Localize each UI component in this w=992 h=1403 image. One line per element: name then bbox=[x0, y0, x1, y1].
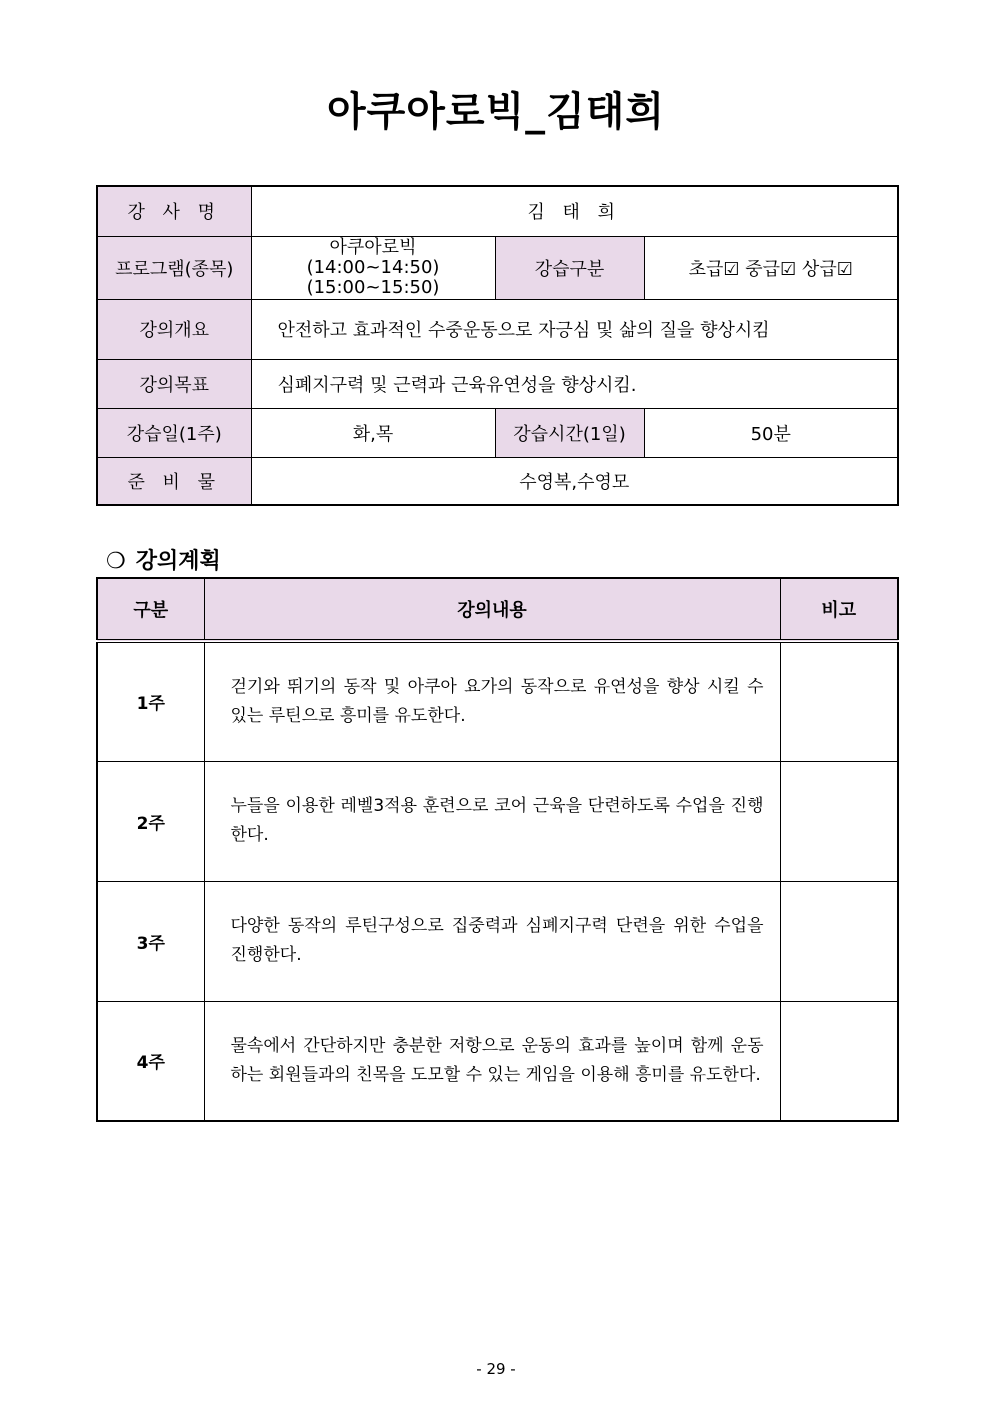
week-note bbox=[780, 761, 898, 881]
course-info-table bbox=[96, 185, 899, 506]
goal-label: 강의목표 bbox=[97, 359, 251, 408]
document-title: 아쿠아로빅_김태희 bbox=[326, 89, 666, 135]
program-label: 프로그램(종목) bbox=[97, 236, 251, 299]
week-label: 3주 bbox=[97, 881, 204, 1001]
header-week: 구분 bbox=[97, 578, 204, 641]
week-note bbox=[780, 1001, 898, 1121]
section-heading bbox=[106, 544, 221, 575]
week-label: 4주 bbox=[97, 1001, 204, 1121]
instructor-label: 강 사 명 bbox=[97, 186, 251, 236]
instructor-value: 김 태 희 bbox=[251, 186, 898, 236]
level-value: 초급☑ 중급☑ 상급☑ bbox=[644, 236, 898, 299]
duration-label: 강습시간(1일) bbox=[495, 408, 644, 457]
table-row bbox=[97, 881, 898, 1001]
days-value: 화,목 bbox=[251, 408, 495, 457]
table-row bbox=[97, 1001, 898, 1121]
week-content: 걷기와 뛰기의 동작 및 아쿠아 요가의 동작으로 유연성을 향상 시킬 수 있는 루틴으로 흥미를 유도한다. bbox=[204, 641, 780, 761]
program-time-2: (15:00~15:50) bbox=[306, 276, 440, 298]
week-label: 1주 bbox=[97, 641, 204, 761]
level-label: 강습구분 bbox=[495, 236, 644, 299]
days-label: 강습일(1주) bbox=[97, 408, 251, 457]
week-content: 누들을 이용한 레벨3적용 훈련으로 코어 근육을 단련하도록 수업을 진행한다. bbox=[204, 761, 780, 881]
circle-bullet-icon: ❍ bbox=[106, 549, 126, 574]
supplies-label: 준 비 물 bbox=[97, 457, 251, 505]
table-row bbox=[97, 761, 898, 881]
program-time-1: (14:00~14:50) bbox=[306, 256, 440, 278]
table-row bbox=[97, 641, 898, 761]
week-note bbox=[780, 641, 898, 761]
overview-value: 안전하고 효과적인 수중운동으로 자긍심 및 삶의 질을 향상시킴 bbox=[251, 299, 898, 359]
overview-label: 강의개요 bbox=[97, 299, 251, 359]
lesson-plan-table bbox=[96, 577, 899, 1122]
program-name: 아쿠아로빅 bbox=[329, 236, 417, 258]
week-content: 물속에서 간단하지만 충분한 저항으로 운동의 효과를 높이며 함께 운동하는 회원들과의 친목을 도모할 수 있는 게임을 이용해 흥미를 유도한다. bbox=[204, 1001, 780, 1121]
page-number: - 29 - bbox=[476, 1360, 516, 1378]
section-title: 강의계획 bbox=[135, 549, 221, 574]
week-content: 다양한 동작의 루틴구성으로 집중력과 심폐지구력 단련을 위한 수업을 진행한다. bbox=[204, 881, 780, 1001]
week-label: 2주 bbox=[97, 761, 204, 881]
goal-value: 심폐지구력 및 근력과 근육유연성을 향상시킴. bbox=[251, 359, 898, 408]
header-content: 강의내용 bbox=[204, 578, 780, 641]
header-note: 비고 bbox=[780, 578, 898, 641]
duration-value: 50분 bbox=[644, 408, 898, 457]
week-note bbox=[780, 881, 898, 1001]
supplies-value: 수영복,수영모 bbox=[251, 457, 898, 505]
program-value bbox=[251, 236, 495, 299]
